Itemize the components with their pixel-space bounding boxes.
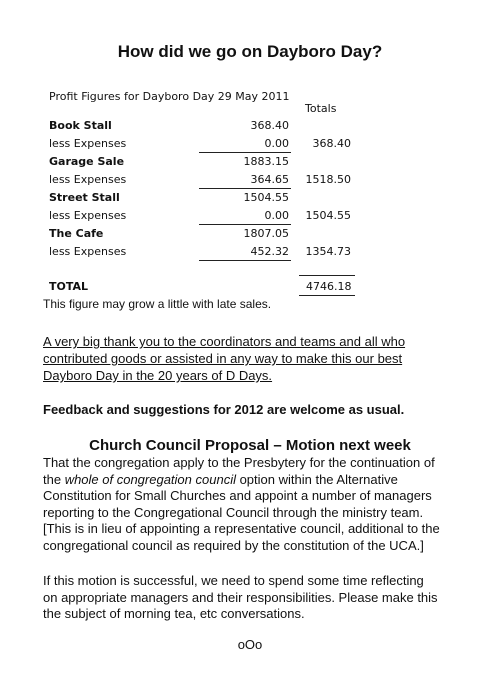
council-proposal-body <box>43 455 493 554</box>
row-total: 1518.50 <box>305 173 351 186</box>
row-total: 1504.55 <box>305 209 351 222</box>
row-value: 364.65 <box>199 171 291 189</box>
proposal-line: reporting to the Congregational Council through the ministry team. <box>43 504 424 520</box>
row-label: less Expenses <box>49 137 127 150</box>
row-value: 1883.15 <box>243 155 289 169</box>
table-row <box>47 207 353 225</box>
followup-paragraph <box>43 573 493 623</box>
total-label: TOTAL <box>49 280 89 293</box>
table-row <box>47 189 353 207</box>
row-label: Garage Sale <box>49 155 125 168</box>
total-value: 4746.18 <box>306 280 352 293</box>
proposal-emphasis: whole of congregation council <box>64 471 236 487</box>
table-row <box>47 225 353 243</box>
proposal-text: the <box>43 471 65 487</box>
row-label: less Expenses <box>49 245 127 258</box>
table-row <box>47 171 353 189</box>
table-row <box>47 135 353 153</box>
row-total: 368.40 <box>312 137 351 150</box>
proposal-line: congregational council as required by the constitution of the UCA.] <box>43 537 424 553</box>
row-value: 368.40 <box>250 119 289 133</box>
row-value: 452.32 <box>199 243 291 261</box>
followup-line: on appropriate managers and their responsibilities. Please make this <box>43 589 438 605</box>
total-top-rule <box>299 275 355 276</box>
row-value: 0.00 <box>199 207 291 225</box>
council-proposal-heading: Church Council Proposal – Motion next week <box>89 437 411 454</box>
row-total <box>291 225 353 243</box>
row-total <box>291 153 353 171</box>
row-label: less Expenses <box>49 173 127 186</box>
table-row <box>47 243 353 261</box>
table-row <box>47 153 353 171</box>
row-label: The Cafe <box>49 227 104 240</box>
row-value: 0.00 <box>199 135 291 153</box>
proposal-line: [This is in lieu of appointing a representative council, additional to the <box>43 521 440 536</box>
proposal-line <box>43 472 493 489</box>
row-label: less Expenses <box>49 209 127 222</box>
totals-column-header: Totals <box>305 102 337 115</box>
row-label: Book Stall <box>49 119 112 133</box>
feedback-note: Feedback and suggestions for 2012 are welcome as usual. <box>43 402 405 417</box>
proposal-text: option within the Alternative <box>235 471 398 487</box>
thank-you-line: Dayboro Day in the 20 years of D Days. <box>43 368 273 383</box>
proposal-line: Constitution for Small Churches and appoint a number of managers <box>43 488 432 503</box>
row-total: 1354.73 <box>305 245 351 258</box>
followup-line: the subject of morning tea, etc conversations. <box>43 606 305 621</box>
page-title: How did we go on Dayboro Day? <box>117 42 383 61</box>
thank-you-line: A very big thank you to the coordinators and teams and all who <box>43 334 406 349</box>
row-total <box>291 117 353 135</box>
end-mark: oOo <box>237 637 263 652</box>
followup-line: If this motion is successful, we need to spend some time reflecting <box>43 573 424 588</box>
profit-subtitle: Profit Figures for Dayboro Day 29 May 2011 <box>49 90 290 103</box>
row-value: 1504.55 <box>243 191 289 205</box>
total-bottom-rule <box>299 295 355 296</box>
row-total <box>291 189 353 207</box>
row-label: Street Stall <box>49 191 120 204</box>
table-row <box>47 117 353 135</box>
profit-note: This figure may grow a little with late sales. <box>43 297 272 311</box>
thank-you-line: contributed goods or assisted in any way to make this our best <box>43 351 403 366</box>
row-value: 1807.05 <box>243 227 289 241</box>
proposal-line: That the congregation apply to the Presbytery for the continuation of <box>43 455 435 470</box>
profit-table <box>47 117 353 261</box>
thank-you-message <box>43 333 473 384</box>
